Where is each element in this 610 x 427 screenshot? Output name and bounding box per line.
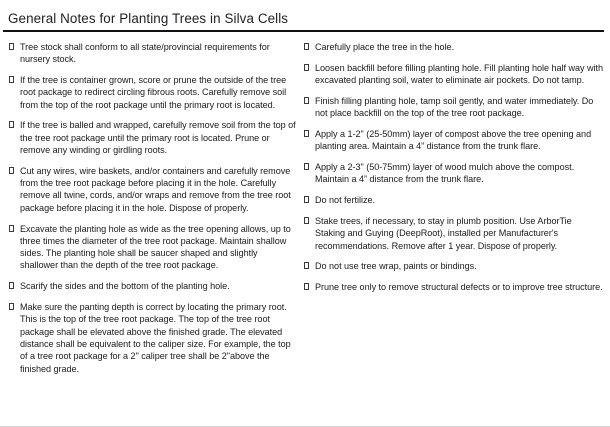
list-item: [9, 74, 296, 111]
list-item: [304, 62, 604, 87]
note-text: Scarify the sides and the bottom of the planting hole.: [20, 281, 230, 292]
open-square-bullet-icon: [304, 260, 315, 269]
note-text: Loosen backfill before filling planting hole. Fill planting hole half way with excavated planting soil, water to eliminate air pockets. Do not tamp.: [315, 62, 604, 86]
note-text: If the tree is container grown, score or prune the outside of the tree root package to redirect circling fibrous roots. Carefully remove soil from the top of the root package until the primary root is located.: [20, 75, 287, 110]
open-square-bullet-icon: [304, 128, 315, 137]
list-item: [9, 119, 296, 156]
list-item: [9, 223, 296, 272]
open-square-bullet-icon: [304, 194, 315, 203]
open-square-bullet-icon: [9, 74, 20, 83]
note-text: Cut any wires, wire baskets, and/or containers and carefully remove from the tree root package before placing it in the hole. Carefully remove all twine, cords, and/or wraps and remove from the tree root package before placing it in the hole. Dispose of properly.: [20, 165, 291, 213]
note-text: Do not use tree wrap, paints or bindings.: [315, 261, 477, 272]
right-notes-column: [300, 41, 610, 302]
page-title: General Notes for Planting Trees in Silva Cells: [8, 11, 289, 26]
open-square-bullet-icon: [304, 281, 315, 290]
note-text: Finish filling planting hole, tamp soil gently, and water immediately. Do not place backfill on the top of the tree root package.: [315, 95, 594, 119]
open-square-bullet-icon: [304, 161, 315, 170]
note-text: If the tree is balled and wrapped, carefully remove soil from the top of the tree root package until the primary root is located. Prune or remove any winding or girdling roots.: [20, 120, 296, 156]
note-text: Prune tree only to remove structural defects or to improve tree structure.: [315, 282, 603, 293]
note-text: Make sure the panting depth is correct by locating the primary root. This is the top of the tree root package. The top of the tree root package shall be elevated above the finished grade. The elevated distance shall be equivalent to the caliper size. For example, the top of a tree root package for a 2" caliper tree shall be 2"above the finished grade.: [20, 302, 291, 374]
open-square-bullet-icon: [304, 95, 315, 104]
list-item: [9, 301, 296, 375]
list-item: [9, 280, 296, 292]
note-text: Apply a 1-2" (25-50mm) layer of compost above the tree opening and planting area. Maintain a 4” distance from the trunk flare.: [315, 128, 592, 152]
list-item: [9, 165, 296, 214]
note-text: Carefully place the tree in the hole.: [315, 42, 455, 52]
open-square-bullet-icon: [304, 62, 315, 71]
list-item: [304, 260, 604, 272]
note-text: Excavate the planting hole as wide as the tree opening allows, up to three times the diameter of the tree root package. Maintain shallow sides. The planting hole shall be saucer shaped and slightly shallower than the depth of the tree root package.: [20, 223, 291, 271]
open-square-bullet-icon: [9, 223, 20, 232]
open-square-bullet-icon: [9, 165, 20, 174]
list-item: [304, 215, 604, 252]
list-item: [304, 161, 604, 186]
list-item: [304, 194, 604, 206]
open-square-bullet-icon: [9, 41, 20, 50]
list-item: [304, 128, 604, 153]
left-notes-column: [0, 41, 300, 383]
notes-columns: [0, 32, 610, 383]
open-square-bullet-icon: [9, 119, 20, 128]
list-item: [304, 41, 604, 53]
open-square-bullet-icon: [9, 280, 20, 289]
list-item: [304, 95, 604, 120]
open-square-bullet-icon: [9, 301, 20, 310]
list-item: [9, 41, 296, 66]
note-text: Stake trees, if necessary, to stay in plumb position. Use ArborTie Staking and Guying (DeepRoot), installed per Manufacturer's recommendations. Remove after 1 year. Dispose of properly.: [315, 215, 572, 251]
note-text: Apply a 2-3" (50-75mm) layer of wood mulch above the compost. Maintain a 4” distance from the trunk flare.: [315, 162, 575, 185]
note-text: Tree stock shall conform to all state/provincial requirements for nursery stock.: [20, 42, 270, 65]
open-square-bullet-icon: [304, 215, 315, 224]
note-text: Do not fertilize.: [315, 195, 375, 206]
list-item: [304, 281, 604, 293]
title-block: [0, 0, 610, 27]
open-square-bullet-icon: [304, 41, 315, 50]
